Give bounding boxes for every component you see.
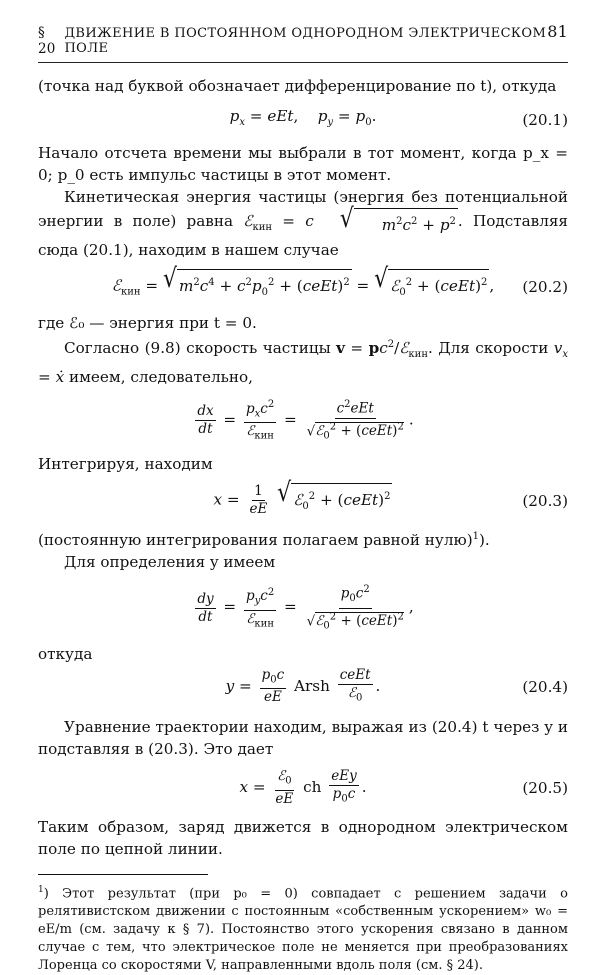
footnote-divider [38,874,208,875]
equation-20-5: x = $\frac{ℰ_0}{eE}$ ch $\frac{\text{eEy}}{p_0c}$ . (20.5) [239,768,568,808]
equation-20-1: $p_x$ = eEt, $p_y = p_0$. (20.1) [229,107,568,129]
paragraph-1: (точка над буквой обозначает дифференцирование по t), откуда [38,77,557,95]
equation-number: (20.2) [522,277,568,296]
paragraph-7: (постоянную интегрирования полагаем равной нулю)$^1$). [38,531,490,550]
equation-number: (20.3) [522,491,568,510]
equation-number: (20.5) [522,779,568,798]
paragraph-9: откуда [38,644,93,663]
equation-number: (20.1) [522,110,568,129]
section-number: § 20 [38,25,56,57]
footnote-ref: 1 [472,531,479,543]
equation-20-2: ℰ$_{кин}$ = √ $m^2c^4 + c^2p_0^2$ + (ceEt)$^2$ = √ ℰ$_0^2$ + (ceEt)$^2$ , (20.2) [38,269,568,304]
paragraph-8: Для определения y имеем [64,553,276,572]
footnote [38,881,568,975]
paragraph-6: Интегрируя, находим [38,455,213,474]
footnote-text: ) Этот результат (при p₀ = 0) совпадает с решением задачи о релятивистском движении с постоянным «собственным ускорением» w₀ = eE/m (см. задачу к § 7). Постоянство этого ускорения связано в данном случае с тем, что электрическое поле не меняется при преобразованиях Лоренца со скоростями V, направленными вдоль поля (см. § 24). [38,886,568,974]
paragraph-2: Начало отсчета времени мы выбрали в тот момент, когда p_x = 0; p_0 есть импульс частицы в этот момент. [38,144,568,185]
equation-velocity: $\frac{dx}{dt}$ = $\frac{p_xc^2}{ℰ_{кин}}$ = $\frac{c^2eEt}{√ℰ_0^2 + (ceEt)^2}$ . [38,396,568,445]
paragraph-11: Таким образом, заряд движется в однородном электрическом поле по цепной линии. [38,818,568,859]
page [38,22,568,975]
page-number: 81 [547,22,568,41]
equation-20-3: x = $\frac{1}{eE}$ √ ℰ$_0^2$ + (ceEt)$^2$ (20.3) [213,478,568,518]
equation-number: (20.4) [522,677,568,696]
paragraph-3: Кинетическая энергия частицы (энергия без потенциальной энергии в поле) равна ℰ$_{кин}$ = c √ $m^2c^2 + p^2$ . Подставляя сюда (20.1), находим в нашем случае [38,188,569,260]
running-header [38,22,568,63]
footnote-mark: 1 [38,885,44,896]
paragraph-10: Уравнение траектории находим, выражая из (20.4) t через y и подставляя в (20.3). Это дает [38,718,568,759]
paragraph-5: Согласно (9.8) скорость частицы $v = pc^2/ℰ_{кин}$. Для скорости $v_x$ = ẋ имеем, следовательно, [38,339,568,387]
equation-20-4: y = $\frac{p_0c}{eE}$ Arsh $\frac{\text{ceEt}}{ℰ_0}$ . (20.4) [225,666,568,706]
chapter-title: ДВИЖЕНИЕ В ПОСТОЯННОМ ОДНОРОДНОМ ЭЛЕКТРИЧЕСКОМ ПОЛЕ [64,26,547,56]
paragraph-4: где ℰ₀ — энергия при t = 0. [38,314,257,333]
equation-dy-dt: $\frac{dy}{dt}$ = $\frac{p_yc^2}{ℰ_{кин}}$ = $\frac{p_0c^2}{√ℰ_0^2 + (ceEt)^2}$ , [38,581,568,634]
